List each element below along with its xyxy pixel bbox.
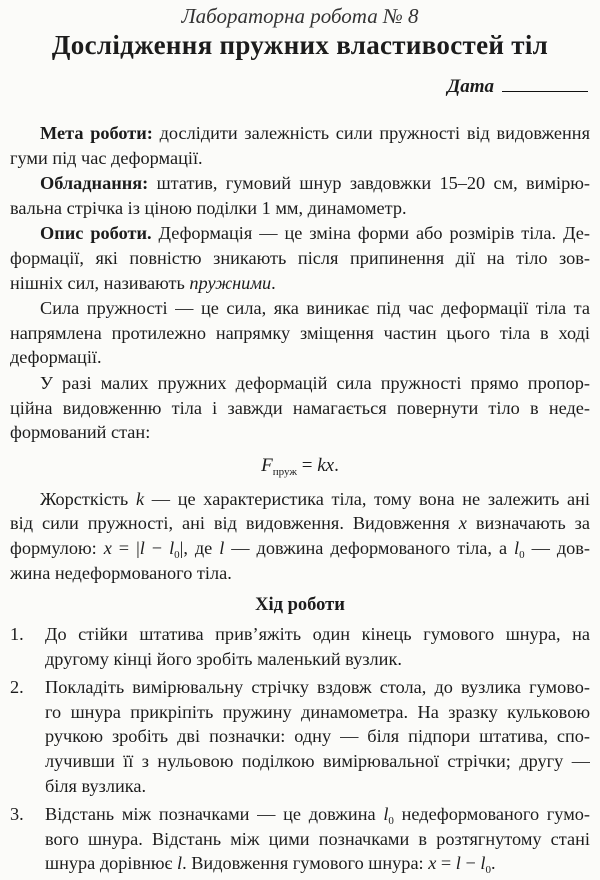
text-line xyxy=(10,121,590,146)
text-line xyxy=(10,774,590,799)
document-body xyxy=(10,121,590,880)
bold-lead: Обладнання: xyxy=(40,173,149,194)
text-run: = xyxy=(436,853,456,874)
text-run: визначають за xyxy=(466,513,590,534)
date-blank-line xyxy=(502,77,588,92)
text-line xyxy=(10,171,590,196)
text-run: l xyxy=(139,537,145,558)
text-run: другому кінці його зробіть маленький вузлик. xyxy=(45,648,402,669)
subscript: 0 xyxy=(519,548,525,561)
text-run: — довжина деформованого тіла, а xyxy=(224,537,515,558)
text-run: го шнура прикріпіть пружину динамометра. На зразку кульковою xyxy=(45,701,590,722)
text-run: формації, які повністю зникають після припинення дії на тіло зов- xyxy=(10,247,590,268)
text-run: x xyxy=(428,853,437,874)
procedure-step xyxy=(10,675,590,798)
text-line xyxy=(10,827,590,852)
date-field xyxy=(447,76,588,98)
text-line xyxy=(10,196,590,221)
text-run: від сили пружності, ані від видовження. Видовження xyxy=(10,513,459,534)
date-label: Дата xyxy=(447,76,494,97)
text-line xyxy=(10,622,590,647)
text-run: Сила пружності — це сила, яка виникає під час деформації тіла та xyxy=(40,298,590,319)
text-run: формулою: xyxy=(10,537,104,558)
text-line xyxy=(10,296,590,321)
text-line xyxy=(10,420,590,445)
lab-number-label: Лабораторна робота № 8 xyxy=(181,4,419,28)
text-line xyxy=(10,146,590,171)
bold-lead: Мета роботи: xyxy=(40,123,153,143)
text-line xyxy=(10,647,590,672)
text-run: l xyxy=(176,853,183,874)
text-run: |, де xyxy=(179,537,220,558)
text-run: До стійки штатива прив’яжіть один кінець гумового шнура, на xyxy=(45,624,590,645)
text-line xyxy=(10,396,590,421)
text-run: недеформованого гумо- xyxy=(393,804,590,825)
page-title: Дослідження пружних властивостей тіл xyxy=(51,30,549,60)
text-run: деформації. xyxy=(10,347,102,368)
text-run: ційна видовженню тіла і завжди намагається повернути тіло в неде- xyxy=(10,397,590,418)
paragraph xyxy=(10,221,590,295)
text-run: — дов- xyxy=(524,537,590,558)
text-line xyxy=(10,371,590,396)
text-line xyxy=(10,700,590,725)
text-line xyxy=(10,851,590,876)
text-run: x xyxy=(103,537,112,558)
text-run: = | xyxy=(111,537,140,558)
text-run: l xyxy=(219,537,225,558)
text-run: k xyxy=(135,488,145,509)
subscript: 0 xyxy=(485,864,491,877)
text-run: . Видовження гумового шнура: xyxy=(182,853,429,874)
elastic-force-formula xyxy=(10,454,590,478)
text-run: Покладіть вимірювальну стрічку вздовж стола, до вузлика гумово- xyxy=(45,677,590,698)
text-run: жина недеформованого тіла. xyxy=(10,562,232,583)
text-run: kx xyxy=(317,454,335,476)
text-line xyxy=(10,246,590,271)
text-run: пружними xyxy=(189,272,272,293)
text-run: дослідити залежність сили пружності від видовження xyxy=(152,123,590,143)
text-run: шнура дорівнює xyxy=(45,853,177,874)
intro-section xyxy=(10,121,590,445)
text-run: . xyxy=(334,454,339,476)
text-run: F xyxy=(261,454,273,476)
text-run: Деформація — це зміна форми або розмірів тіла. Де- xyxy=(151,223,590,244)
text-run: l xyxy=(455,853,461,874)
text-run: — це характеристика тіла, тому вона не залежить ані xyxy=(144,488,590,509)
text-run: біля вузлика. xyxy=(45,775,147,796)
text-run: лучивши її з нульовою поділкою вимірювальної стрічки; другу — xyxy=(45,751,590,772)
text-run: нішніх сил, називають xyxy=(10,272,190,293)
paragraph xyxy=(10,371,590,445)
step-number: 1. xyxy=(10,624,24,645)
text-run: Відстань між позначками — це довжина xyxy=(45,804,384,825)
text-line xyxy=(10,487,590,512)
procedure-step xyxy=(10,802,590,876)
text-run: напрямлена протилежно напрямку зміщення частин цього тіла в ході xyxy=(10,322,590,343)
bold-lead: Опис роботи. xyxy=(40,223,152,244)
text-line xyxy=(10,345,590,370)
text-line xyxy=(10,724,590,749)
text-run: ручкою зробіть дві позначки: одну — біля підпори штатива, спо- xyxy=(45,726,590,747)
stiffness-section xyxy=(10,487,590,585)
text-run: l xyxy=(514,537,520,558)
text-run: вого шнура. Відстань між цими позначками в розтягнутому стані xyxy=(45,828,590,849)
text-line xyxy=(10,561,590,586)
text-run: штатив, гумовий шнур завдовжки 15–20 см, вимірю- xyxy=(148,173,590,194)
text-run: l xyxy=(383,804,389,825)
text-line xyxy=(10,321,590,346)
step-number: 3. xyxy=(10,804,24,825)
text-line xyxy=(10,675,590,700)
subscript: 0 xyxy=(174,548,180,561)
text-run: − xyxy=(144,537,170,558)
text-run: формований стан: xyxy=(10,422,151,443)
paragraph xyxy=(10,121,590,170)
text-run: . xyxy=(271,272,276,293)
paragraph xyxy=(10,487,590,585)
procedure-step xyxy=(10,622,590,671)
text-line xyxy=(10,536,590,561)
text-run: l xyxy=(480,853,486,874)
paragraph xyxy=(10,171,590,220)
text-run: У разі малих пружних деформацій сила пружності прямо пропор- xyxy=(40,372,590,393)
procedure-heading: Хід роботи xyxy=(255,595,345,616)
text-run: l xyxy=(169,537,175,558)
text-line xyxy=(10,271,590,296)
text-line xyxy=(10,802,590,827)
text-run: . xyxy=(490,853,496,874)
text-run: гуми під час деформації. xyxy=(10,147,203,168)
text-run: вальна стрічка із ціною поділки 1 мм, динамометр. xyxy=(10,197,407,218)
text-run: = xyxy=(296,454,318,476)
text-line xyxy=(10,221,590,246)
subscript: пруж xyxy=(272,465,297,478)
step-number: 2. xyxy=(10,677,24,698)
text-run: x xyxy=(458,513,467,534)
paragraph xyxy=(10,296,590,370)
text-run: Жорсткість xyxy=(40,488,136,509)
text-run: − xyxy=(460,853,481,874)
text-line xyxy=(10,511,590,536)
subscript: 0 xyxy=(388,815,394,827)
text-line xyxy=(10,749,590,774)
